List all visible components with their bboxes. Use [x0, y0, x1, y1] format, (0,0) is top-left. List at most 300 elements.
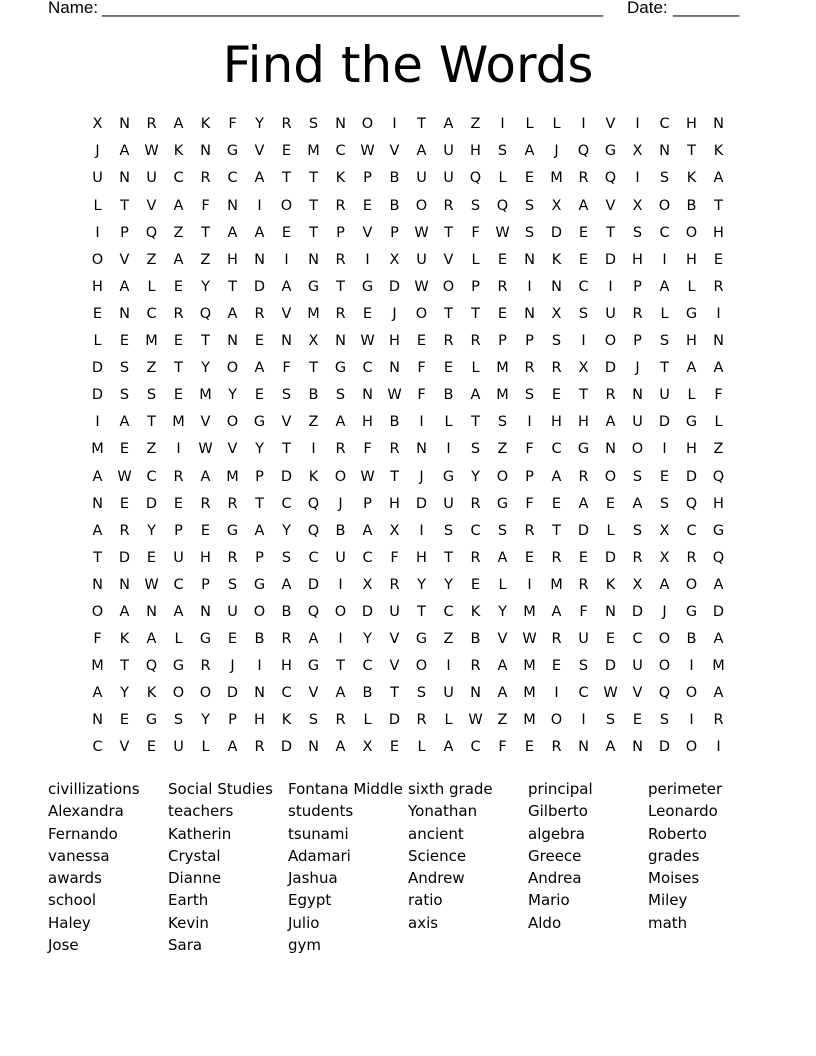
word-list-item: students [288, 802, 354, 821]
grid-letter: E [119, 495, 130, 512]
grid-letter: R [335, 441, 346, 458]
grid-letter: T [201, 224, 210, 241]
grid-letter: N [308, 739, 319, 756]
grid-letter: I [311, 441, 316, 458]
grid-letter: Q [658, 685, 671, 702]
word-list-item: teachers [168, 802, 234, 821]
grid-letter: A [605, 414, 616, 431]
grid-letter: U [92, 170, 103, 187]
grid-letter: Q [712, 468, 725, 485]
grid-letter: Q [307, 603, 320, 620]
grid-letter: M [172, 414, 185, 431]
grid-letter: D [280, 739, 293, 756]
grid-letter: E [551, 495, 562, 512]
grid-letter: G [307, 658, 320, 675]
grid-letter: D [658, 414, 671, 431]
grid-letter: A [227, 739, 238, 756]
grid-letter: Y [147, 522, 156, 539]
grid-letter: O [280, 197, 293, 214]
grid-letter: E [497, 305, 508, 322]
grid-letter: M [226, 468, 239, 485]
grid-letter: O [685, 576, 698, 593]
grid-letter: E [497, 251, 508, 268]
grid-letter: M [199, 387, 212, 404]
grid-letter: C [308, 549, 319, 566]
grid-letter: Z [146, 441, 157, 458]
grid-letter: I [446, 658, 451, 675]
grid-letter: E [254, 333, 265, 350]
grid-letter: N [713, 333, 724, 350]
grid-letter: J [392, 305, 397, 322]
grid-letter: V [497, 631, 508, 648]
grid-letter: C [281, 495, 292, 512]
grid-letter: S [146, 387, 157, 404]
grid-letter: S [497, 414, 508, 431]
grid-letter: R [254, 739, 265, 756]
grid-letter: X [92, 116, 103, 133]
grid-letter: S [659, 495, 670, 512]
grid-letter: F [363, 441, 372, 458]
grid-letter: E [146, 549, 157, 566]
grid-letter: T [174, 360, 183, 377]
grid-letter: A [524, 143, 535, 160]
grid-letter: Z [443, 631, 454, 648]
grid-letter: A [308, 631, 319, 648]
grid-letter: P [498, 333, 507, 350]
grid-letter: E [578, 549, 589, 566]
grid-letter: R [524, 522, 535, 539]
grid-letter: K [308, 468, 319, 485]
grid-letter: D [91, 360, 104, 377]
grid-letter: P [363, 170, 372, 187]
grid-letter: P [228, 712, 237, 729]
grid-letter: W [360, 143, 375, 160]
word-list-item: sixth grade [408, 780, 493, 798]
grid-letter: C [686, 522, 697, 539]
grid-letter: P [633, 278, 642, 295]
grid-letter: O [226, 414, 239, 431]
grid-letter: A [686, 360, 697, 377]
grid-letter: A [173, 603, 184, 620]
grid-letter: N [92, 576, 103, 593]
grid-letter: H [389, 333, 400, 350]
grid-letter: R [578, 468, 589, 485]
grid-letter: R [470, 333, 481, 350]
grid-letter: R [335, 251, 346, 268]
grid-letter: H [362, 414, 373, 431]
grid-letter: N [470, 685, 481, 702]
grid-letter: R [227, 495, 238, 512]
grid-letter: H [578, 414, 589, 431]
grid-letter: C [281, 685, 292, 702]
grid-letter: K [173, 143, 184, 160]
grid-letter: E [119, 712, 130, 729]
grid-letter: Z [497, 712, 508, 729]
grid-letter: I [662, 251, 667, 268]
grid-letter: R [119, 522, 130, 539]
grid-letter: D [145, 495, 158, 512]
grid-letter: M [523, 603, 536, 620]
grid-letter: H [416, 549, 427, 566]
grid-letter: K [470, 603, 481, 620]
grid-letter: L [174, 631, 183, 648]
grid-letter: A [335, 739, 346, 756]
grid-letter: Q [145, 224, 158, 241]
grid-letter: S [119, 387, 130, 404]
grid-letter: Y [282, 522, 291, 539]
grid-letter: I [284, 251, 289, 268]
grid-letter: R [713, 712, 724, 729]
grid-letter: M [523, 712, 536, 729]
grid-letter: T [552, 522, 561, 539]
grid-letter: A [578, 197, 589, 214]
grid-letter: T [309, 170, 318, 187]
grid-letter: E [470, 576, 481, 593]
grid-letter: P [525, 333, 534, 350]
grid-letter: P [363, 495, 372, 512]
word-list-item: grades [648, 846, 700, 865]
grid-letter: W [522, 631, 537, 648]
grid-letter: O [91, 251, 104, 268]
grid-letter: A [713, 685, 724, 702]
grid-letter: A [713, 360, 724, 377]
grid-letter: C [146, 468, 157, 485]
grid-letter: M [496, 387, 509, 404]
grid-letter: G [577, 441, 590, 458]
grid-letter: I [500, 116, 505, 133]
grid-letter: R [443, 333, 454, 350]
grid-letter: P [471, 278, 480, 295]
grid-letter: E [92, 305, 103, 322]
grid-letter: Y [201, 278, 210, 295]
grid-letter: C [362, 360, 373, 377]
grid-letter: S [659, 170, 670, 187]
grid-letter: L [201, 739, 210, 756]
grid-letter: I [581, 333, 586, 350]
grid-letter: R [200, 495, 211, 512]
word-list-item: Andrea [528, 869, 582, 888]
grid-letter: I [257, 658, 262, 675]
grid-letter: G [307, 278, 320, 295]
grid-letter: L [687, 387, 696, 404]
grid-letter: M [145, 333, 158, 350]
grid-letter: M [712, 658, 725, 675]
grid-letter: D [604, 360, 617, 377]
grid-letter: T [282, 441, 291, 458]
grid-letter: F [525, 495, 534, 512]
grid-letter: O [685, 685, 698, 702]
word-list-item: Adamari [288, 846, 351, 865]
grid-letter: H [254, 712, 265, 729]
grid-letter: A [119, 603, 130, 620]
grid-letter: E [227, 631, 238, 648]
grid-letter: N [335, 333, 346, 350]
grid-letter: Z [146, 251, 157, 268]
grid-letter: R [389, 441, 400, 458]
grid-letter: E [551, 387, 562, 404]
grid-letter: I [338, 576, 343, 593]
grid-letter: X [389, 251, 400, 268]
grid-letter: X [362, 739, 373, 756]
grid-letter: H [686, 441, 697, 458]
grid-letter: B [389, 170, 400, 187]
grid-letter: R [632, 305, 643, 322]
grid-letter: V [632, 685, 643, 702]
grid-letter: X [578, 360, 589, 377]
grid-letter: R [173, 305, 184, 322]
grid-letter: R [200, 170, 211, 187]
grid-letter: Y [363, 631, 372, 648]
grid-letter: B [362, 685, 373, 702]
grid-letter: L [498, 576, 507, 593]
grid-letter: I [419, 414, 424, 431]
grid-letter: F [498, 739, 507, 756]
grid-letter: R [632, 549, 643, 566]
grid-letter: O [496, 468, 509, 485]
grid-letter: V [146, 197, 157, 214]
grid-letter: W [468, 712, 483, 729]
word-list-item: ancient [408, 824, 464, 843]
grid-letter: A [119, 414, 130, 431]
grid-letter: F [525, 441, 534, 458]
grid-letter: T [714, 197, 723, 214]
grid-letter: J [662, 603, 667, 620]
date-field-line: _______ [673, 0, 740, 17]
grid-letter: H [713, 495, 724, 512]
grid-letter: Q [496, 197, 509, 214]
grid-letter: K [551, 251, 562, 268]
grid-letter: P [255, 549, 264, 566]
grid-letter: G [145, 712, 158, 729]
grid-letter: E [605, 495, 616, 512]
grid-letter: E [281, 143, 292, 160]
grid-letter: B [470, 631, 481, 648]
grid-letter: O [415, 305, 428, 322]
grid-letter: E [443, 360, 454, 377]
grid-letter: A [254, 522, 265, 539]
grid-letter: T [471, 305, 480, 322]
grid-letter: P [390, 224, 399, 241]
grid-letter: D [226, 685, 239, 702]
grid-letter: V [389, 143, 400, 160]
word-list-item: Julio [288, 913, 320, 932]
grid-letter: Y [444, 576, 453, 593]
grid-letter: V [200, 414, 211, 431]
grid-letter: S [470, 441, 481, 458]
grid-letter: V [605, 116, 616, 133]
grid-letter: J [635, 360, 640, 377]
grid-letter: B [686, 197, 697, 214]
grid-letter: X [362, 576, 373, 593]
grid-letter: S [524, 387, 535, 404]
grid-letter: T [282, 170, 291, 187]
grid-letter: R [605, 387, 616, 404]
grid-letter: X [308, 333, 319, 350]
grid-letter: U [605, 305, 616, 322]
grid-letter: W [414, 278, 429, 295]
grid-letter: R [470, 549, 481, 566]
grid-letter: D [91, 387, 104, 404]
grid-letter: T [390, 685, 399, 702]
grid-letter: O [658, 197, 671, 214]
grid-letter: Q [307, 522, 320, 539]
grid-letter: A [551, 603, 562, 620]
grid-letter: A [146, 631, 157, 648]
grid-letter: R [551, 549, 562, 566]
grid-letter: E [524, 549, 535, 566]
grid-letter: L [444, 414, 453, 431]
grid-letter: G [415, 631, 428, 648]
grid-letter: Q [199, 305, 212, 322]
grid-letter: O [172, 685, 185, 702]
grid-letter: U [443, 170, 454, 187]
grid-letter: G [685, 305, 698, 322]
grid-letter: N [92, 712, 103, 729]
grid-letter: A [713, 576, 724, 593]
word-list-item: Mario [528, 891, 570, 910]
grid-letter: I [662, 441, 667, 458]
grid-letter: A [173, 251, 184, 268]
grid-letter: M [550, 170, 563, 187]
grid-letter: O [361, 116, 374, 133]
grid-letter: I [689, 658, 694, 675]
grid-letter: V [119, 251, 130, 268]
grid-letter: N [146, 603, 157, 620]
word-list-item: Jashua [288, 869, 338, 888]
grid-letter: B [443, 387, 454, 404]
grid-letter: Z [470, 116, 481, 133]
grid-letter: X [551, 305, 562, 322]
grid-letter: E [119, 333, 130, 350]
grid-letter: C [362, 549, 373, 566]
grid-letter: A [713, 170, 724, 187]
grid-letter: S [308, 116, 319, 133]
grid-letter: O [631, 441, 644, 458]
grid-letter: W [198, 441, 213, 458]
grid-letter: Y [255, 116, 264, 133]
grid-letter: K [605, 576, 616, 593]
word-search-grid [84, 111, 732, 761]
grid-letter: N [227, 197, 238, 214]
grid-letter: G [604, 143, 617, 160]
grid-letter: S [632, 522, 643, 539]
grid-letter: N [605, 603, 616, 620]
grid-letter: A [92, 685, 103, 702]
grid-letter: C [470, 739, 481, 756]
grid-letter: A [632, 495, 643, 512]
grid-letter: R [146, 116, 157, 133]
grid-letter: V [389, 631, 400, 648]
grid-letter: Q [469, 170, 482, 187]
grid-letter: N [713, 116, 724, 133]
grid-letter: D [388, 712, 401, 729]
grid-letter: A [713, 631, 724, 648]
grid-letter: E [659, 468, 670, 485]
word-list-item: Moises [648, 869, 700, 888]
grid-letter: S [578, 305, 589, 322]
grid-letter: G [685, 603, 698, 620]
grid-letter: J [554, 143, 559, 160]
grid-letter: E [713, 251, 724, 268]
grid-letter: V [443, 251, 454, 268]
grid-letter: S [659, 333, 670, 350]
grid-letter: X [632, 143, 643, 160]
grid-letter: U [416, 251, 427, 268]
grid-letter: F [201, 197, 210, 214]
grid-letter: T [336, 278, 345, 295]
grid-letter: L [687, 278, 696, 295]
grid-letter: T [228, 278, 237, 295]
grid-letter: U [443, 685, 454, 702]
grid-letter: W [495, 224, 510, 241]
grid-letter: B [389, 414, 400, 431]
grid-letter: S [524, 197, 535, 214]
grid-letter: T [309, 197, 318, 214]
word-list-item: Roberto [648, 824, 707, 843]
grid-letter: L [606, 522, 615, 539]
grid-letter: Z [173, 224, 184, 241]
grid-letter: O [334, 468, 347, 485]
grid-letter: A [335, 414, 346, 431]
grid-letter: T [417, 116, 426, 133]
grid-letter: W [117, 468, 132, 485]
grid-letter: L [363, 712, 372, 729]
grid-letter: K [713, 143, 724, 160]
word-list-item: Yonathan [408, 802, 478, 821]
grid-letter: O [91, 603, 104, 620]
grid-letter: I [689, 712, 694, 729]
grid-letter: R [497, 278, 508, 295]
grid-letter: O [442, 278, 455, 295]
grid-letter: I [257, 197, 262, 214]
grid-letter: F [93, 631, 102, 648]
grid-letter: T [687, 143, 696, 160]
word-list-item: tsunami [288, 824, 349, 843]
grid-letter: B [389, 197, 400, 214]
grid-letter: I [95, 414, 100, 431]
word-list-item: school [48, 891, 97, 910]
word-list-item: Egypt [288, 891, 332, 910]
grid-letter: T [309, 224, 318, 241]
grid-letter: R [578, 170, 589, 187]
grid-letter: A [578, 495, 589, 512]
grid-letter: G [226, 522, 239, 539]
grid-letter: K [281, 712, 292, 729]
grid-letter: I [608, 278, 613, 295]
grid-letter: N [254, 685, 265, 702]
grid-letter: A [659, 576, 670, 593]
date-label: Date: [627, 0, 668, 17]
grid-letter: E [389, 739, 400, 756]
grid-letter: T [444, 224, 453, 241]
grid-letter: T [309, 360, 318, 377]
grid-letter: N [632, 387, 643, 404]
grid-letter: K [686, 170, 697, 187]
grid-letter: S [119, 360, 130, 377]
grid-letter: Y [498, 603, 507, 620]
grid-letter: T [93, 549, 102, 566]
grid-letter: U [146, 170, 157, 187]
grid-letter: V [605, 197, 616, 214]
grid-letter: R [470, 495, 481, 512]
grid-letter: A [335, 685, 346, 702]
grid-letter: R [173, 468, 184, 485]
word-list-item: Kevin [168, 913, 209, 932]
grid-letter: N [119, 116, 130, 133]
grid-letter: E [173, 333, 184, 350]
grid-letter: I [176, 441, 181, 458]
grid-letter: D [253, 278, 266, 295]
